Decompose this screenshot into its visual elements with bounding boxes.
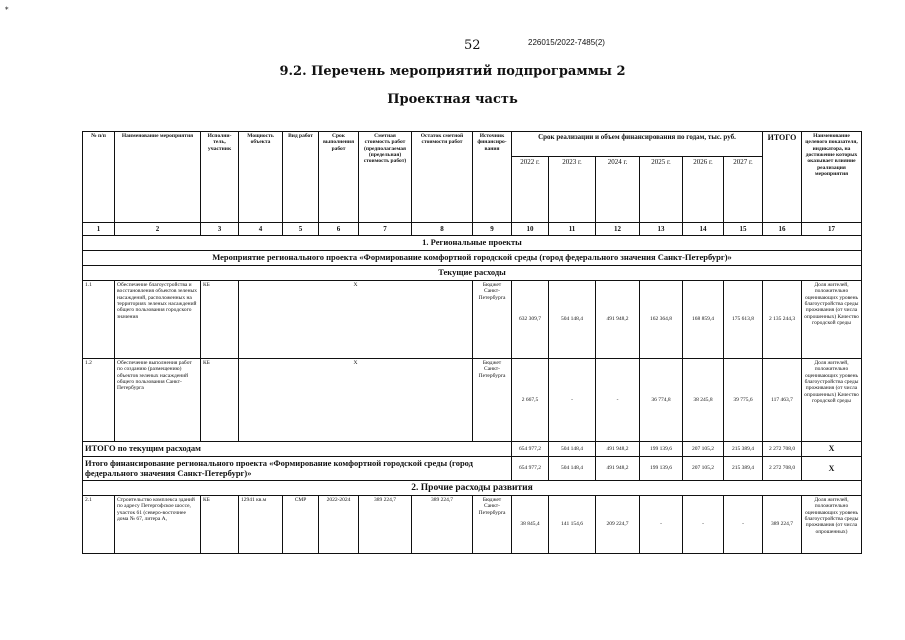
section-other-expenses: 2. Прочие расходы развития — [83, 481, 862, 496]
value-2027: 175 613,8 — [724, 281, 763, 359]
row-executor: КБ — [201, 359, 239, 442]
row-source: Бюджет Санкт-Петербурга — [473, 496, 512, 554]
column-number: 6 — [319, 223, 359, 236]
total-current-row — [83, 442, 862, 457]
table-row — [83, 359, 862, 442]
column-number: 1 — [83, 223, 115, 236]
header-executor: Исполни-тель, участник — [201, 132, 239, 223]
row-indicator: Доля жителей, положительно оценивающих уровень благоустройства среды проживания (от числа опрошенных) — [802, 496, 862, 554]
header-num: № п/п — [83, 132, 115, 223]
header-year-2024: 2024 г. — [596, 157, 640, 223]
header-total: ИТОГО — [763, 132, 802, 223]
value-2023: - — [549, 359, 596, 442]
value-2022: 38 845,4 — [512, 496, 549, 554]
value-2026: - — [683, 496, 724, 554]
value-total: 2 135 244,3 — [763, 281, 802, 359]
row-remaining: 389 224,7 — [412, 496, 473, 554]
row-x-mark: Х — [239, 281, 473, 359]
column-number: 11 — [549, 223, 596, 236]
total-project-row — [83, 457, 862, 481]
value-2027: 39 775,6 — [724, 359, 763, 442]
row-work-type: СМР — [283, 496, 319, 554]
value-2025: 199 139,6 — [640, 457, 683, 481]
header-name: Наименование мероприятия — [115, 132, 201, 223]
section-regional-projects: 1. Региональные проекты — [83, 236, 862, 251]
column-number: 8 — [412, 223, 473, 236]
value-2024: - — [596, 359, 640, 442]
value-total: 2 272 708,0 — [763, 442, 802, 457]
value-2023: 504 148,4 — [549, 457, 596, 481]
row-name: Обеспечение выполнения работ по созданию (размещению) объектов зеленых насаждений общего пользования Санкт-Петербурга — [115, 359, 201, 442]
value-2022: 2 667,5 — [512, 359, 549, 442]
value-2023: 504 148,4 — [549, 442, 596, 457]
header-year-2023: 2023 г. — [549, 157, 596, 223]
row-source: Бюджет Санкт-Петербурга — [473, 281, 512, 359]
row-name: Строительство комплекса зданий по адресу Петергофское шоссе, участок 61 (северо-восточнее дома № 67, литера А, — [115, 496, 201, 554]
column-number: 7 — [359, 223, 412, 236]
value-total: 2 272 708,0 — [763, 457, 802, 481]
header-term: Срок выполнения работ — [319, 132, 359, 223]
header-indicator: Наименование целевого показателя, индикатора, на достижение которых оказывает влияние реализация мероприятия — [802, 132, 862, 223]
row-number: 1.1 — [83, 281, 115, 359]
value-2025: - — [640, 496, 683, 554]
value-2022: 654 977,2 — [512, 457, 549, 481]
value-2023: 141 154,6 — [549, 496, 596, 554]
row-estimate: 389 224,7 — [359, 496, 412, 554]
row-name: Обеспечение благоустройства и восстановления объектов зеленых насаждений, расположенных на территориях зеленых насаждений общего пользования городского значения — [115, 281, 201, 359]
header-year-2027: 2027 г. — [724, 157, 763, 223]
value-2026: 38 245,8 — [683, 359, 724, 442]
column-number: 17 — [802, 223, 862, 236]
corner-mark: * — [5, 6, 9, 14]
row-indicator: Доля жителей, положительно оценивающих уровень благоустройства среды проживания (от числа опрошенных) Качество городской среды — [802, 281, 862, 359]
column-number: 4 — [239, 223, 283, 236]
row-x-mark: Х — [239, 359, 473, 442]
header-source: Источник финансиро-вания — [473, 132, 512, 223]
value-2026: 168 859,4 — [683, 281, 724, 359]
value-2024: 491 948,2 — [596, 442, 640, 457]
header-work-type: Вид работ — [283, 132, 319, 223]
x-mark: Х — [802, 457, 862, 481]
total-project-label: Итого финансирование регионального проекта «Формирование комфортной городской среды (город федерального значения Санкт-Петербург)» — [83, 457, 512, 481]
row-source: Бюджет Санкт-Петербурга — [473, 359, 512, 442]
page-title: 9.2. Перечень мероприятий подпрограммы 2 — [279, 64, 626, 79]
header-remaining: Остаток сметной стоимости работ — [412, 132, 473, 223]
row-term: 2022-2024 — [319, 496, 359, 554]
column-number: 13 — [640, 223, 683, 236]
row-capacity: 12941 кв.м — [239, 496, 283, 554]
column-number: 9 — [473, 223, 512, 236]
row-number: 1.2 — [83, 359, 115, 442]
header-year-2025: 2025 г. — [640, 157, 683, 223]
page-subtitle: Проектная часть — [387, 92, 518, 107]
header-period: Срок реализации и объем финансирования по годам, тыс. руб. — [512, 132, 763, 157]
value-2025: 199 139,6 — [640, 442, 683, 457]
page-number: 52 — [464, 38, 481, 53]
project-line: Мероприятие регионального проекта «Формирование комфортной городской среды (город федерального значения Санкт-Петербург)» — [83, 251, 862, 266]
value-2027: 215 389,4 — [724, 457, 763, 481]
value-2022: 654 977,2 — [512, 442, 549, 457]
value-2022: 632 309,7 — [512, 281, 549, 359]
value-2026: 207 105,2 — [683, 457, 724, 481]
column-number: 12 — [596, 223, 640, 236]
document-code: 226015/2022-7485(2) — [528, 38, 605, 47]
column-number: 10 — [512, 223, 549, 236]
value-2025: 162 364,8 — [640, 281, 683, 359]
value-2023: 504 148,4 — [549, 281, 596, 359]
value-2027: 215 389,4 — [724, 442, 763, 457]
table-row — [83, 496, 862, 554]
current-expenses-heading: Текущие расходы — [83, 266, 862, 281]
total-current-label: ИТОГО по текущим расходам — [83, 442, 512, 457]
row-executor: КБ — [201, 496, 239, 554]
x-mark: Х — [802, 442, 862, 457]
column-number: 2 — [115, 223, 201, 236]
value-2027: - — [724, 496, 763, 554]
column-number: 15 — [724, 223, 763, 236]
value-2024: 491 948,2 — [596, 281, 640, 359]
value-2024: 209 224,7 — [596, 496, 640, 554]
column-number: 14 — [683, 223, 724, 236]
table-row — [83, 281, 862, 359]
value-2024: 491 948,2 — [596, 457, 640, 481]
row-executor: КБ — [201, 281, 239, 359]
column-number: 5 — [283, 223, 319, 236]
column-number: 16 — [763, 223, 802, 236]
header-estimate: Сметная стоимость работ (предполагаемая (предельная) стоимость работ) — [359, 132, 412, 223]
measures-table — [82, 131, 862, 554]
header-year-2026: 2026 г. — [683, 157, 724, 223]
value-total: 117 463,7 — [763, 359, 802, 442]
header-year-2022: 2022 г. — [512, 157, 549, 223]
header-capacity: Мощность объекта — [239, 132, 283, 223]
row-number: 2.1 — [83, 496, 115, 554]
column-number: 3 — [201, 223, 239, 236]
value-2026: 207 105,2 — [683, 442, 724, 457]
value-total: 389 224,7 — [763, 496, 802, 554]
value-2025: 36 774,8 — [640, 359, 683, 442]
row-indicator: Доля жителей, положительно оценивающих уровень благоустройства среды проживания (от числа опрошенных) Качество городской среды — [802, 359, 862, 442]
